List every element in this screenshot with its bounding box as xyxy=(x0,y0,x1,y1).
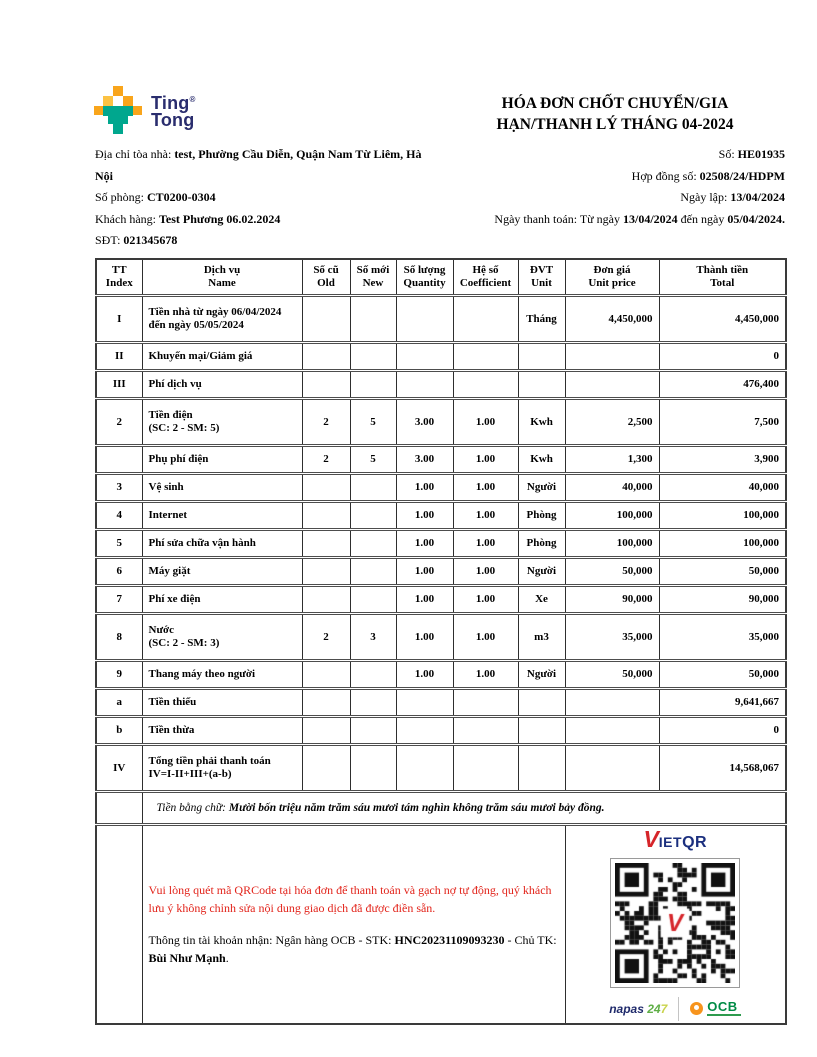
vietqr-logo: VIETQR xyxy=(643,825,708,852)
table-row xyxy=(96,473,786,501)
table-cell: Xe xyxy=(518,585,565,613)
table-row xyxy=(96,501,786,529)
table-cell xyxy=(302,473,350,501)
table-cell xyxy=(302,557,350,585)
table-cell xyxy=(396,716,453,744)
table-cell: 50,000 xyxy=(659,660,786,688)
brand-divider xyxy=(678,997,679,1021)
table-cell xyxy=(453,716,518,744)
table-cell: 6 xyxy=(96,557,142,585)
ocb-logo: OCB xyxy=(690,1001,741,1016)
table-cell: Thang máy theo người xyxy=(142,660,302,688)
tingtong-icon xyxy=(95,86,143,134)
table-cell: 90,000 xyxy=(565,585,659,613)
table-cell: m3 xyxy=(518,613,565,660)
table-cell xyxy=(302,585,350,613)
ocb-icon xyxy=(690,1002,703,1015)
table-cell: Phí dịch vụ xyxy=(142,370,302,398)
table-cell xyxy=(350,501,396,529)
table-row xyxy=(96,585,786,613)
info-left xyxy=(95,144,440,252)
table-cell: 1.00 xyxy=(396,529,453,557)
table-cell: Nước (SC: 2 - SM: 3) xyxy=(142,613,302,660)
page-title xyxy=(445,93,785,135)
table-row xyxy=(96,398,786,445)
table-cell: 100,000 xyxy=(659,501,786,529)
column-header: TT Index xyxy=(96,259,142,296)
table-cell: 0 xyxy=(659,716,786,744)
table-cell: 3 xyxy=(96,473,142,501)
table-cell xyxy=(302,529,350,557)
table-cell xyxy=(302,688,350,716)
table-cell xyxy=(350,688,396,716)
table-cell: 2 xyxy=(302,613,350,660)
table-cell: 2 xyxy=(302,398,350,445)
issue-date-line: Ngày lập: 13/04/2024 xyxy=(680,190,785,204)
column-header: Thành tiền Total xyxy=(659,259,786,296)
table-cell: 5 xyxy=(350,445,396,473)
table-cell: Phòng xyxy=(518,529,565,557)
napas-logo: napas 247 xyxy=(609,1001,668,1016)
table-cell: 3.00 xyxy=(396,445,453,473)
table-cell: Vệ sinh xyxy=(142,473,302,501)
table-cell: 4,450,000 xyxy=(565,295,659,342)
title-line-1: HÓA ĐƠN CHỐT CHUYỂN/GIA xyxy=(501,95,729,112)
table-cell: 100,000 xyxy=(659,529,786,557)
table-cell: 1.00 xyxy=(453,660,518,688)
table-cell: Tiền điện (SC: 2 - SM: 5) xyxy=(142,398,302,445)
table-cell: 2 xyxy=(96,398,142,445)
table-cell xyxy=(565,716,659,744)
info-section xyxy=(95,144,785,252)
table-cell xyxy=(350,557,396,585)
table-cell xyxy=(396,295,453,342)
table-cell: 14,568,067 xyxy=(659,744,786,791)
table-cell xyxy=(350,473,396,501)
table-cell: 1.00 xyxy=(453,613,518,660)
table-row xyxy=(96,688,786,716)
table-cell: 100,000 xyxy=(565,501,659,529)
table-cell xyxy=(453,744,518,791)
table-cell xyxy=(302,295,350,342)
payment-brands xyxy=(572,997,780,1021)
table-cell: 35,000 xyxy=(565,613,659,660)
invoice-number-line: Số: HE01935 xyxy=(718,147,785,161)
account-info: Thông tin tài khoản nhận: Ngân hàng OCB - STK: HNC20231109093230 - Chủ TK: Bùi Như Mạnh. xyxy=(148,932,557,965)
address-line: Địa chỉ tòa nhà: test, Phường Cầu Diễn, Quận Nam Từ Liêm, Hà Nội xyxy=(95,147,422,183)
empty-cell xyxy=(96,824,142,1024)
table-cell: 50,000 xyxy=(565,557,659,585)
table-cell xyxy=(565,744,659,791)
table-cell: 4 xyxy=(96,501,142,529)
qr-note-cell xyxy=(142,824,565,1024)
table-cell xyxy=(518,342,565,370)
table-cell: Kwh xyxy=(518,445,565,473)
table-cell xyxy=(396,342,453,370)
contract-line: Hợp đồng số: 02508/24/HDPM xyxy=(631,168,785,183)
table-cell xyxy=(453,342,518,370)
table-cell: Internet xyxy=(142,501,302,529)
table-row xyxy=(96,660,786,688)
table-cell xyxy=(350,660,396,688)
table-cell xyxy=(565,342,659,370)
table-row xyxy=(96,716,786,744)
table-cell xyxy=(350,716,396,744)
qr-instruction-note: Vui lòng quét mã QRCode tại hóa đơn để thanh toán và gạch nợ tự động, quý khách lưu ý không chỉnh sửa nội dung giao dịch đã được điền sẵn. xyxy=(148,882,552,915)
table-cell: 1.00 xyxy=(396,613,453,660)
table-cell xyxy=(518,688,565,716)
table-cell: 3,900 xyxy=(659,445,786,473)
room-line: Số phòng: CT0200-0304 xyxy=(95,190,216,204)
table-cell: 3.00 xyxy=(396,398,453,445)
table-cell xyxy=(518,370,565,398)
table-cell xyxy=(565,688,659,716)
table-cell: 0 xyxy=(659,342,786,370)
table-cell xyxy=(302,744,350,791)
title-line-2: HẠN/THANH LÝ THÁNG 04-2024 xyxy=(496,116,734,133)
table-cell: Khuyến mại/Giảm giá xyxy=(142,342,302,370)
qr-row xyxy=(96,824,786,1024)
table-row xyxy=(96,295,786,342)
table-cell: 50,000 xyxy=(659,557,786,585)
table-cell: 1.00 xyxy=(396,660,453,688)
table-cell xyxy=(350,529,396,557)
invoice-table xyxy=(95,258,787,1025)
table-header-row xyxy=(96,259,786,296)
table-row xyxy=(96,557,786,585)
table-cell: 1.00 xyxy=(453,585,518,613)
table-cell: 7,500 xyxy=(659,398,786,445)
table-cell: 40,000 xyxy=(565,473,659,501)
table-cell: 35,000 xyxy=(659,613,786,660)
qr-media-cell xyxy=(565,824,786,1024)
table-cell: 7 xyxy=(96,585,142,613)
table-cell xyxy=(350,585,396,613)
table-cell xyxy=(396,370,453,398)
table-cell: II xyxy=(96,342,142,370)
table-cell: Tiền thừa xyxy=(142,716,302,744)
table-cell: a xyxy=(96,688,142,716)
table-cell: Phòng xyxy=(518,501,565,529)
table-cell: 1.00 xyxy=(453,501,518,529)
table-cell xyxy=(302,716,350,744)
table-cell: 100,000 xyxy=(565,529,659,557)
table-cell: Người xyxy=(518,660,565,688)
tingtong-logo xyxy=(95,86,196,134)
ocb-tagline xyxy=(707,1014,741,1016)
table-cell xyxy=(518,744,565,791)
table-cell: IV xyxy=(96,744,142,791)
table-cell: Tiền thiếu xyxy=(142,688,302,716)
table-cell: 1.00 xyxy=(396,473,453,501)
table-cell: Phụ phí điện xyxy=(142,445,302,473)
table-row xyxy=(96,613,786,660)
table-cell: 476,400 xyxy=(659,370,786,398)
table-cell: Phí sửa chữa vận hành xyxy=(142,529,302,557)
table-cell: 1.00 xyxy=(453,473,518,501)
table-row xyxy=(96,445,786,473)
table-cell: Phí xe điện xyxy=(142,585,302,613)
column-header: Hệ số Coefficient xyxy=(453,259,518,296)
table-cell: Tháng xyxy=(518,295,565,342)
amount-in-words-row xyxy=(96,791,786,824)
table-cell: 2,500 xyxy=(565,398,659,445)
table-cell: 5 xyxy=(96,529,142,557)
phone-line: SĐT: 021345678 xyxy=(95,233,178,247)
table-cell: III xyxy=(96,370,142,398)
column-header: Dịch vụ Name xyxy=(142,259,302,296)
table-cell xyxy=(453,295,518,342)
table-row xyxy=(96,529,786,557)
table-cell xyxy=(96,445,142,473)
table-cell xyxy=(302,370,350,398)
table-cell: Tiền nhà từ ngày 06/04/2024 đến ngày 05/05/2024 xyxy=(142,295,302,342)
table-cell: 1.00 xyxy=(453,398,518,445)
table-cell: 1,300 xyxy=(565,445,659,473)
table-cell: 2 xyxy=(302,445,350,473)
column-header: Số mới New xyxy=(350,259,396,296)
table-cell: 9 xyxy=(96,660,142,688)
table-cell: I xyxy=(96,295,142,342)
table-cell xyxy=(302,660,350,688)
column-header: Đơn giá Unit price xyxy=(565,259,659,296)
column-header: Số lượng Quantity xyxy=(396,259,453,296)
table-cell: 9,641,667 xyxy=(659,688,786,716)
qr-box xyxy=(610,858,740,988)
table-row xyxy=(96,342,786,370)
table-cell: 40,000 xyxy=(659,473,786,501)
table-cell: 90,000 xyxy=(659,585,786,613)
table-cell: 1.00 xyxy=(453,557,518,585)
logo-wordmark: Ting® Tong xyxy=(151,93,196,130)
masthead xyxy=(95,86,785,135)
table-cell: 8 xyxy=(96,613,142,660)
table-cell: 1.00 xyxy=(453,445,518,473)
column-header: ĐVT Unit xyxy=(518,259,565,296)
table-cell xyxy=(518,716,565,744)
table-cell: Tổng tiền phải thanh toán IV=I-II+III+(a-b) xyxy=(142,744,302,791)
table-cell xyxy=(453,370,518,398)
table-cell xyxy=(396,688,453,716)
customer-line: Khách hàng: Test Phương 06.02.2024 xyxy=(95,211,281,226)
table-cell: 1.00 xyxy=(396,585,453,613)
table-cell: 3 xyxy=(350,613,396,660)
table-cell xyxy=(302,501,350,529)
vietqr-code xyxy=(615,863,735,983)
table-cell xyxy=(396,744,453,791)
table-cell: Kwh xyxy=(518,398,565,445)
empty-cell xyxy=(96,791,142,824)
table-cell: 1.00 xyxy=(396,557,453,585)
table-cell: b xyxy=(96,716,142,744)
table-cell xyxy=(350,342,396,370)
table-cell xyxy=(350,295,396,342)
table-row xyxy=(96,370,786,398)
table-cell xyxy=(350,744,396,791)
table-cell xyxy=(453,688,518,716)
table-cell: Người xyxy=(518,557,565,585)
table-cell: 4,450,000 xyxy=(659,295,786,342)
table-cell: 1.00 xyxy=(453,529,518,557)
table-cell: 1.00 xyxy=(396,501,453,529)
table-row xyxy=(96,744,786,791)
table-cell xyxy=(565,370,659,398)
table-cell xyxy=(350,370,396,398)
payment-date-line: Ngày thanh toán: Từ ngày 13/04/2024 đến ngày 05/04/2024. xyxy=(494,211,785,226)
table-cell: Máy giặt xyxy=(142,557,302,585)
table-cell: Người xyxy=(518,473,565,501)
table-cell: 5 xyxy=(350,398,396,445)
amount-in-words: Tiền bằng chữ: Mười bốn triệu năm trăm sáu mươi tám nghìn không trăm sáu mươi bảy đồng. xyxy=(142,791,786,824)
table-cell: 50,000 xyxy=(565,660,659,688)
column-header: Số cũ Old xyxy=(302,259,350,296)
table-cell xyxy=(302,342,350,370)
info-right xyxy=(440,144,785,252)
